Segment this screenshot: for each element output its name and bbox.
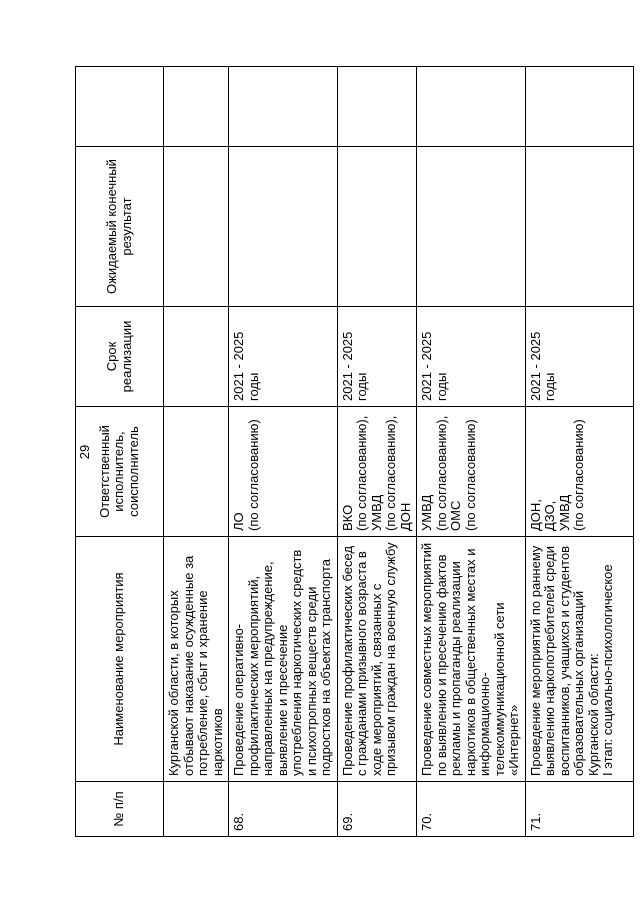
header-extra-column bbox=[76, 67, 164, 147]
row-responsible: ЛО (по согласованию) bbox=[229, 407, 338, 537]
measures-table-wrapper bbox=[75, 67, 615, 837]
row-measure-name: Курганской области, в которых отбывают наказание осужденные за потребление, сбыт и хранение наркотиков bbox=[164, 537, 229, 782]
row-result bbox=[525, 147, 633, 307]
table-header-row bbox=[76, 67, 164, 837]
row-responsible: УМВД (по согласованию), ОМС (по согласованию) bbox=[417, 407, 526, 537]
header-term: Срок реализации bbox=[76, 307, 164, 407]
row-number: 69. bbox=[337, 782, 417, 837]
header-responsible: Ответственный исполнитель, соисполнитель bbox=[76, 407, 164, 537]
row-extra-cell bbox=[417, 67, 526, 147]
header-measure-name: Наименование мероприятия bbox=[76, 537, 164, 782]
measures-table bbox=[75, 66, 634, 837]
row-term: 2021 - 2025 годы bbox=[337, 307, 417, 407]
row-measure-name: Проведение совместных мероприятий по выявлению и пресечению фактов рекламы и пропаганды реализации наркотиков в общественных местах и информационно-телекоммуникационной сети «Интернет» bbox=[417, 537, 526, 782]
table-row bbox=[417, 67, 526, 837]
row-extra-cell bbox=[337, 67, 417, 147]
row-measure-name: Проведение мероприятий по раннему выявлению наркопотребителей среди воспитанников, учащихся и студентов образовательных организаций Курганской области: I этап: социально-психологическое bbox=[525, 537, 633, 782]
header-result: Ожидаемый конечный результат bbox=[76, 147, 164, 307]
row-term bbox=[164, 307, 229, 407]
row-term: 2021 - 2025 годы bbox=[229, 307, 338, 407]
row-number: 71. bbox=[525, 782, 633, 837]
row-number: 68. bbox=[229, 782, 338, 837]
header-number: № п/п bbox=[76, 782, 164, 837]
row-measure-name: Проведение оперативно-профилактических мероприятий, направленных на предупреждение, выявление и пресечение употребления наркотических средств и психотропных веществ среди подростков на объектах транспорта bbox=[229, 537, 338, 782]
row-result bbox=[164, 147, 229, 307]
table-row bbox=[164, 67, 229, 837]
row-measure-name: Проведение профилактических бесед с гражданами призывного возраста в ходе мероприятий, связанных с призывом граждан на военную службу bbox=[337, 537, 417, 782]
row-term: 2021 - 2025 годы bbox=[525, 307, 633, 407]
row-term: 2021 - 2025 годы bbox=[417, 307, 526, 407]
row-extra-cell bbox=[525, 67, 633, 147]
row-responsible: ДОН, ДЗО, УМВД (по согласованию) bbox=[525, 407, 633, 537]
page-number: 29 bbox=[77, 444, 92, 460]
table-row bbox=[229, 67, 338, 837]
table-row bbox=[337, 67, 417, 837]
row-number: 70. bbox=[417, 782, 526, 837]
row-extra-cell bbox=[229, 67, 338, 147]
table-row bbox=[525, 67, 633, 837]
row-extra-cell bbox=[164, 67, 229, 147]
row-result bbox=[417, 147, 526, 307]
row-result bbox=[229, 147, 338, 307]
row-responsible bbox=[164, 407, 229, 537]
row-result bbox=[337, 147, 417, 307]
row-number bbox=[164, 782, 229, 837]
row-responsible: ВКО (по согласованию), УМВД (по согласованию), ДОН bbox=[337, 407, 417, 537]
